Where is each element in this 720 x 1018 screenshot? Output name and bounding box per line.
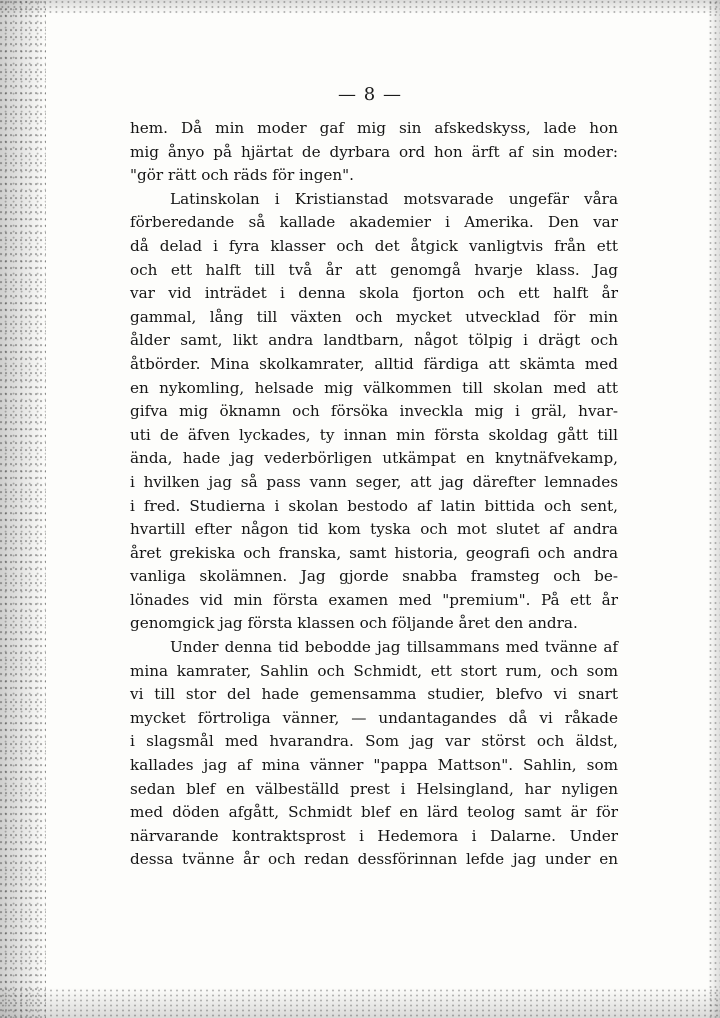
text-line: hvartill efter någon tid kom tyska och mot slutet af andra xyxy=(130,520,618,539)
text-line: med döden afgått, Schmidt blef en lärd teolog samt är för xyxy=(130,803,618,822)
text-line: sedan blef en välbeställd prest i Helsingland, har nyligen xyxy=(130,779,618,798)
text-line: mig ånyo på hjärtat de dyrbara ord hon ärft af sin moder: xyxy=(130,142,618,161)
scan-edge-top xyxy=(0,0,720,14)
text-line: Latinskolan i Kristianstad motsvarade ungefär våra xyxy=(170,189,618,208)
scan-edge-bottom xyxy=(0,988,720,1018)
text-line: genomgick jag första klassen och följande året den andra. xyxy=(130,614,578,633)
scan-edge-right xyxy=(708,0,720,1018)
text-line: närvarande kontraktsprost i Hedemora i Dalarne. Under xyxy=(130,826,618,845)
text-line: var vid inträdet i denna skola fjorton och ett halft år xyxy=(130,284,618,303)
text-line: gammal, lång till växten och mycket utvecklad för min xyxy=(130,307,618,326)
text-line: "gör rätt och räds för ingen". xyxy=(130,166,355,185)
text-line: ålder samt, likt andra landtbarn, något tölpig i drägt och xyxy=(130,331,618,350)
text-line: vi till stor del hade gemensamma studier, blefvo vi snart xyxy=(130,685,618,704)
text-line: vanliga skolämnen. Jag gjorde snabba framsteg och be- xyxy=(130,567,618,586)
text-line: kallades jag af mina vänner "pappa Mattson". Sahlin, som xyxy=(130,756,618,775)
text-line: lönades vid min första examen med "premium". På ett år xyxy=(130,590,618,609)
body-text xyxy=(130,117,618,872)
text-line: förberedande så kallade akademier i Amerika. Den var xyxy=(130,213,618,232)
text-line: gifva mig öknamn och försöka inveckla mig i gräl, hvar- xyxy=(130,402,618,421)
text-line: i hvilken jag så pass vann seger, att jag därefter lemnades xyxy=(130,472,618,491)
scan-edge-left xyxy=(0,0,46,1018)
text-line: uti de äfven lyckades, ty innan min första skoldag gått till xyxy=(130,425,618,444)
text-line: åtbörder. Mina skolkamrater, alltid färdiga att skämta med xyxy=(130,354,618,373)
text-line: och ett halft till två år att genomgå hvarje klass. Jag xyxy=(130,260,618,279)
text-line: i slagsmål med hvarandra. Som jag var störst och äldst, xyxy=(130,732,618,751)
text-line: året grekiska och franska, samt historia, geografi och andra xyxy=(130,543,618,562)
text-line: mina kamrater, Sahlin och Schmidt, ett stort rum, och som xyxy=(130,661,618,680)
text-line: hem. Då min moder gaf mig sin afskedskyss, lade hon xyxy=(130,119,618,137)
text-line: Under denna tid bebodde jag tillsammans med tvänne af xyxy=(170,638,618,657)
page-number: — 8 — xyxy=(338,84,402,105)
text-line: dessa tvänne år och redan dessförinnan lefde jag under en xyxy=(130,850,618,869)
text-line: i fred. Studierna i skolan bestodo af latin bittida och sent, xyxy=(130,496,618,515)
text-line: en nykomling, helsade mig välkommen till skolan med att xyxy=(130,378,618,397)
text-line: ända, hade jag vederbörligen utkämpat en knytnäfvekamp, xyxy=(130,449,618,468)
text-line: mycket förtroliga vänner, — undantagandes då vi råkade xyxy=(130,708,618,727)
text-line: då delad i fyra klasser och det åtgick vanligtvis från ett xyxy=(130,236,618,255)
